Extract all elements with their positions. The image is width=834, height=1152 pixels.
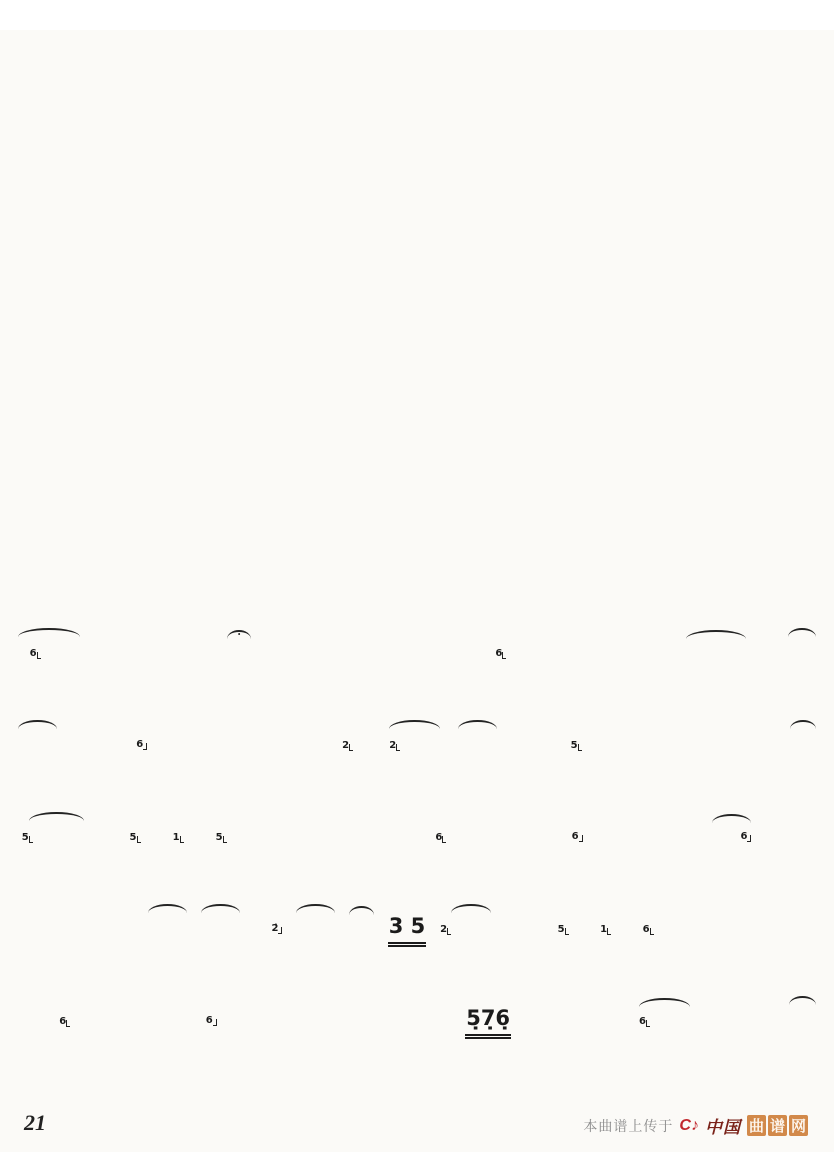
grace-note: 6	[59, 1017, 70, 1027]
upload-note: 本曲谱上传于	[583, 1117, 674, 1134]
page-background	[0, 30, 834, 1152]
grace-note: 6	[435, 833, 446, 843]
grace-note: 1	[600, 925, 611, 935]
site-name-boxes	[747, 1115, 808, 1136]
page-number: 21	[24, 1110, 46, 1135]
grace-note: 5	[558, 925, 569, 935]
grace-note: 6	[740, 832, 751, 842]
site-name-char: 曲	[747, 1115, 766, 1136]
grace-note: 5	[216, 833, 227, 843]
watermark	[583, 1113, 808, 1138]
grace-note: 6	[572, 832, 583, 842]
grace-note: 6	[30, 649, 41, 659]
grace-note: 2	[342, 741, 353, 751]
grace-note: 5	[571, 741, 582, 751]
note-figures: 3 5	[388, 913, 427, 944]
grace-note: 6	[643, 925, 654, 935]
grace-note: 5	[22, 833, 33, 843]
grace-note: 2	[389, 741, 400, 751]
grace-note: 2	[440, 925, 451, 935]
grace-note: 6	[495, 649, 506, 659]
grace-note: 6	[206, 1016, 217, 1026]
grace-note: 2̇	[271, 924, 282, 934]
grace-note: 6	[639, 1017, 650, 1027]
site-name-char: 谱	[768, 1115, 787, 1136]
site-logo-icon: C♪	[679, 1116, 699, 1134]
site-name-char: 网	[789, 1115, 808, 1136]
grace-note: 1	[173, 833, 184, 843]
grace-note: 6	[136, 740, 147, 750]
site-name-cn: 中国	[704, 1118, 741, 1137]
note-figures: 5̣7̣6̣	[465, 1005, 564, 1036]
grace-note: 5	[130, 833, 141, 843]
